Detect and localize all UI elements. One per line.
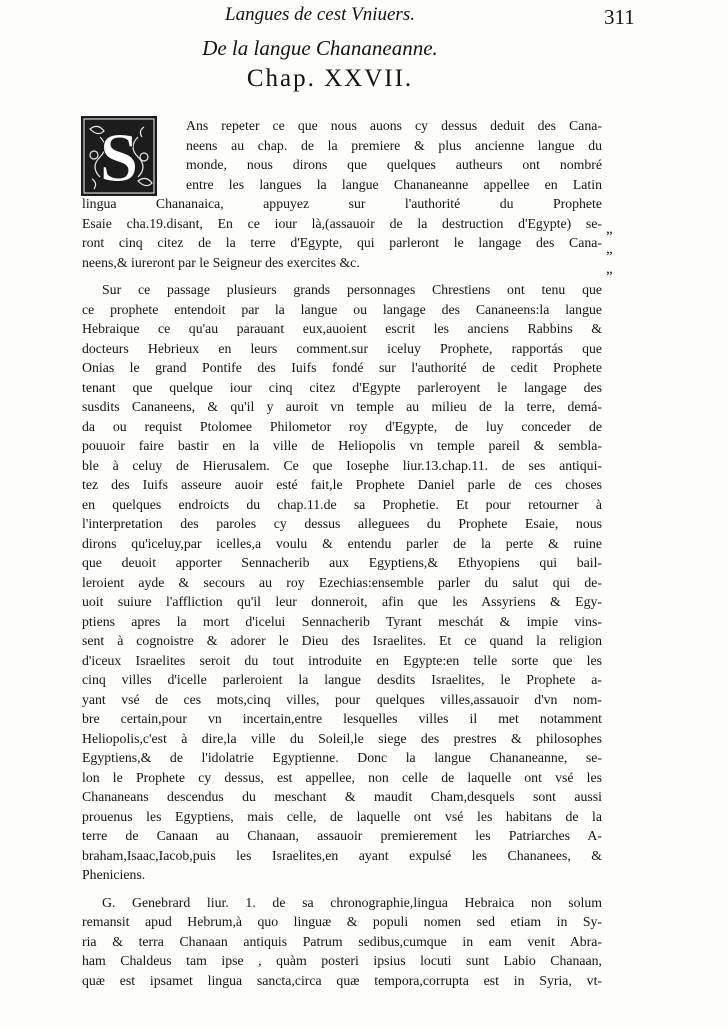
text-line: lingua Chananaica, appuyez sur l'authorité du Prophete	[82, 196, 602, 211]
text-line: ham Chaldeus tam ipse , quàm posteri ipsius locuti sunt Labio Chanaan,	[82, 953, 602, 968]
text-line: Egyptiens,& de l'idolatrie Egyptienne. Donc la langue Chananeanne, se-	[82, 750, 602, 765]
text-line: entre les langues la langue Chananeanne appellee en Latin	[186, 176, 602, 192]
text-line: da ou requist Ptolomee Philometor roy d'Egypte, de luy conceder de	[82, 418, 602, 434]
chapter-heading: Chap. XXVII.	[246, 65, 414, 92]
text-line: prouenus les Egyptiens, mais celle, de laquelle ont vsé les habitans de la	[82, 808, 602, 824]
text-line: docteurs Hebrieux en leurs comment.sur iceluy Prophete, rapportás que	[82, 340, 602, 356]
text-line: braham,Isaac,Iacob,puis les Israelites,en ayant expulsé les Chananees, &	[82, 847, 602, 863]
chapter-body	[82, 116, 602, 990]
text-line: susdits Cananeens, & qu'il y auroit vn temple au milieu de la terre, demá-	[82, 399, 602, 414]
text-line: yant vsé de ces mots,cinq villes, pour quelques villes,assauoir d'vn nom-	[82, 691, 602, 707]
quotation-mark: „	[606, 241, 613, 257]
text-line: tenant que quelque iour cinq citez d'Egypte parleroyent le langage des	[82, 379, 602, 395]
text-line: d'iceux Israelites seroit du tout introduite en Egypte:en telle sorte que les	[82, 652, 602, 668]
text-line: Sur ce passage plusieurs grands personnages Chrestiens ont tenu que	[102, 282, 602, 297]
text-line: pouuoir faire bastir en la ville de Heliopolis vn temple pareil & sembla-	[82, 438, 602, 453]
text-line: terre de Canaan au Chanaan, assauoir premierement les Patriarches A-	[82, 828, 602, 843]
text-line: leroient ayde & secours au roy Ezechias:ensemble parler du salut qui de-	[82, 574, 602, 590]
section-title: De la langue Chananeanne.	[202, 36, 438, 60]
text-line: Esaie cha.19.disant, En ce iour là,(assauoir de la destruction d'Egypte) se-	[82, 215, 602, 231]
ornate-drop-cap-icon	[80, 115, 158, 197]
text-line: neens,& iureront par le Seigneur des exercites &c.	[82, 254, 360, 270]
text-line: Hebraique ce qu'au parauant eux,auoient escrit les anciens Rabbins &	[82, 321, 602, 336]
text-line: en quelques endroicts du chap.11.de sa Prophetie. Et pour retourner à	[82, 496, 602, 512]
text-line: sent à cognoistre & adorer le Dieu des Israelites. Et ce quand la religion	[82, 633, 602, 648]
paragraph-2	[82, 280, 602, 885]
text-line: neens au chap. de la premiere & plus ancienne langue du	[186, 137, 602, 153]
text-line: tez des Iuifs asseure auoir esté fait,le Prophete Daniel parle de ces choses	[82, 477, 602, 492]
text-line: Ans repeter ce que nous auons cy dessus deduit des Cana-	[186, 118, 602, 133]
text-line: dirons qu'iceluy,par icelles,a voulu & entendu parler de la perte & ruine	[82, 535, 602, 551]
text-line: remansit apud Hebrum,à quo linguæ & populi nomen sed etiam in Sy-	[82, 914, 602, 929]
text-line: ria & terra Chanaan antiquis Patrum sedibus,cumque in eam venit Abra-	[82, 933, 602, 949]
text-line: monde, nous dirons que quelques autheurs ont nombré	[186, 157, 602, 172]
text-line: ptiens apres la mort d'icelui Sennacherib Tyrant meschát & impie vins-	[82, 613, 602, 629]
text-line: ce prophete entendoit par la langue ou langage des Cananeens:la langue	[82, 301, 602, 317]
text-line: Heliopolis,c'est à dire,la ville du Soleil,le siege des prestres & philosophes	[82, 730, 602, 746]
text-line: Onias le grand Pontife des Iuifs fondé sur l'authorité de cedit Prophete	[82, 360, 602, 375]
page-number: 311	[604, 5, 635, 29]
text-line: lon le Prophete cy dessus, est appellee, non celle de laquelle ont vsé les	[82, 769, 602, 785]
text-line: que deuoit apporter Sennacherib aux Egyptiens,& Ethyopiens qui bail-	[82, 555, 602, 570]
text-line: ront cinq citez de la terre d'Egypte, qui parleront le langage des Cana-	[82, 235, 602, 250]
text-line: G. Genebrard liur. 1. de sa chronographie,lingua Hebraica non solum	[102, 894, 602, 910]
text-line: ble à celuy de Hierusalem. Ce que Iosephe liur.13.chap.11. de ses antiqui-	[82, 457, 602, 473]
text-line: Pheniciens.	[82, 867, 146, 882]
quotation-mark: „	[606, 261, 613, 277]
text-line: Chananeans descendus du meschant & maudit Cham,desquels sont aussi	[82, 789, 602, 804]
text-line: l'interpretation des paroles cy dessus alleguees du Prophete Esaie, nous	[82, 516, 602, 531]
drop-cap-letter: S	[99, 120, 139, 197]
text-line: uoit suiure l'affliction qu'il leur donneroit, afin que les Assyriens & Egy-	[82, 594, 602, 609]
paragraph-3	[82, 893, 602, 991]
paragraph-1	[82, 116, 602, 272]
text-line: bre certain,pour vn incertain,entre lesquelles villes il met notamment	[82, 711, 602, 726]
quotation-mark: „	[606, 221, 613, 237]
text-line: cinq villes d'icelle parleroient la langue desdits Israelites, le Prophete a-	[82, 672, 602, 687]
text-line: quæ est ipsamet lingua sancta,circa quæ tempora,corrupta est in Syria, vt-	[82, 972, 602, 988]
running-title: Langues de cest Vniuers.	[225, 4, 415, 25]
